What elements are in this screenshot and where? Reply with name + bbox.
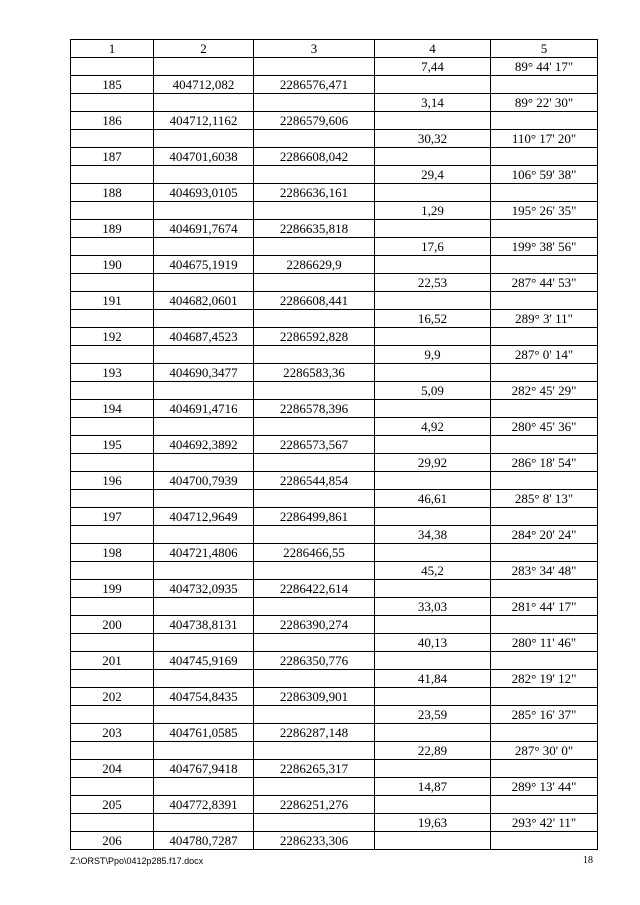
table-cell: 30,32	[375, 130, 491, 148]
table-cell	[154, 274, 254, 292]
table-cell: 192	[71, 328, 154, 346]
table-cell	[71, 418, 154, 436]
table-cell: 205	[71, 796, 154, 814]
table-cell	[375, 832, 491, 850]
table-cell	[375, 544, 491, 562]
table-cell: 2286499,861	[254, 508, 375, 526]
table-cell	[375, 796, 491, 814]
column-header: 1	[71, 40, 154, 58]
table-cell: 106° 59' 38"	[491, 166, 598, 184]
table-cell	[254, 94, 375, 112]
table-cell: 17,6	[375, 238, 491, 256]
table-cell: 46,61	[375, 490, 491, 508]
table-cell	[71, 562, 154, 580]
table-cell	[154, 58, 254, 76]
table-row	[71, 544, 598, 562]
table-cell: 404780,7287	[154, 832, 254, 850]
table-cell: 199° 38' 56"	[491, 238, 598, 256]
table-cell: 2286592,828	[254, 328, 375, 346]
table-cell: 2286466,55	[254, 544, 375, 562]
table-cell	[375, 688, 491, 706]
table-cell	[154, 202, 254, 220]
table-cell: 2286579,606	[254, 112, 375, 130]
table-cell: 7,44	[375, 58, 491, 76]
table-cell: 199	[71, 580, 154, 598]
table-cell: 287° 44' 53"	[491, 274, 598, 292]
table-cell	[71, 706, 154, 724]
table-row	[71, 148, 598, 166]
table-cell	[491, 652, 598, 670]
table-cell: 5,09	[375, 382, 491, 400]
table-row	[71, 112, 598, 130]
table-row	[71, 202, 598, 220]
table-cell: 110° 17' 20"	[491, 130, 598, 148]
table-cell	[71, 58, 154, 76]
table-cell	[71, 454, 154, 472]
table-cell: 2286578,396	[254, 400, 375, 418]
table-cell	[375, 724, 491, 742]
table-cell: 404691,4716	[154, 400, 254, 418]
table-cell	[491, 112, 598, 130]
table-cell	[491, 220, 598, 238]
table-cell: 2286573,567	[254, 436, 375, 454]
table-cell: 404687,4523	[154, 328, 254, 346]
table-cell: 22,89	[375, 742, 491, 760]
table-row	[71, 490, 598, 508]
table-cell	[154, 814, 254, 832]
column-header: 2	[154, 40, 254, 58]
coordinates-table	[70, 39, 598, 850]
table-cell	[154, 166, 254, 184]
table-cell: 404754,8435	[154, 688, 254, 706]
table-row	[71, 742, 598, 760]
header-row	[71, 40, 598, 58]
table-cell	[154, 778, 254, 796]
table-cell	[491, 472, 598, 490]
table-cell: 14,87	[375, 778, 491, 796]
table-row	[71, 472, 598, 490]
table-cell	[375, 292, 491, 310]
table-cell: 289° 3' 11"	[491, 310, 598, 328]
table-cell: 404675,1919	[154, 256, 254, 274]
table-cell	[491, 724, 598, 742]
table-cell: 41,84	[375, 670, 491, 688]
table-body	[71, 58, 598, 850]
table-row	[71, 706, 598, 724]
table-cell	[254, 382, 375, 400]
table-cell: 293° 42' 11"	[491, 814, 598, 832]
table-cell	[375, 328, 491, 346]
table-cell	[71, 814, 154, 832]
table-cell	[71, 490, 154, 508]
table-cell	[154, 418, 254, 436]
table-cell: 2286350,776	[254, 652, 375, 670]
table-cell: 2286583,36	[254, 364, 375, 382]
table-cell	[71, 634, 154, 652]
table-cell: 33,03	[375, 598, 491, 616]
table-row	[71, 184, 598, 202]
table-cell	[491, 148, 598, 166]
table-row	[71, 256, 598, 274]
table-cell: 404690,3477	[154, 364, 254, 382]
table-cell: 202	[71, 688, 154, 706]
table-cell	[254, 670, 375, 688]
table-cell	[71, 310, 154, 328]
table-row	[71, 616, 598, 634]
table-cell	[71, 598, 154, 616]
table-row	[71, 220, 598, 238]
table-cell: 1,29	[375, 202, 491, 220]
table-row	[71, 814, 598, 832]
table-cell: 189	[71, 220, 154, 238]
table-cell: 89° 44' 17"	[491, 58, 598, 76]
table-cell	[154, 310, 254, 328]
table-cell: 206	[71, 832, 154, 850]
table-row	[71, 652, 598, 670]
table-cell	[375, 508, 491, 526]
table-cell	[71, 130, 154, 148]
table-cell	[254, 634, 375, 652]
table-cell: 185	[71, 76, 154, 94]
table-cell	[154, 130, 254, 148]
table-cell: 2286608,042	[254, 148, 375, 166]
table-row	[71, 382, 598, 400]
table-cell: 282° 45' 29"	[491, 382, 598, 400]
table-cell	[491, 544, 598, 562]
table-cell	[254, 490, 375, 508]
table-row	[71, 130, 598, 148]
table-cell: 188	[71, 184, 154, 202]
table-cell	[375, 76, 491, 94]
table-cell	[254, 742, 375, 760]
table-cell	[491, 688, 598, 706]
table-cell	[154, 490, 254, 508]
table-cell	[154, 562, 254, 580]
table-cell: 286° 18' 54"	[491, 454, 598, 472]
table-cell	[375, 112, 491, 130]
table-row	[71, 760, 598, 778]
table-row	[71, 526, 598, 544]
table-row	[71, 598, 598, 616]
table-cell	[71, 94, 154, 112]
table-row	[71, 310, 598, 328]
table-cell: 404767,9418	[154, 760, 254, 778]
table-cell	[491, 76, 598, 94]
column-header: 5	[491, 40, 598, 58]
table-cell: 195° 26' 35"	[491, 202, 598, 220]
table-cell: 404682,0601	[154, 292, 254, 310]
table-cell	[375, 436, 491, 454]
table-cell	[254, 58, 375, 76]
table-cell	[254, 418, 375, 436]
table-cell	[375, 256, 491, 274]
table-cell	[71, 202, 154, 220]
table-cell	[375, 652, 491, 670]
table-cell: 19,63	[375, 814, 491, 832]
table-cell	[71, 166, 154, 184]
table-cell: 289° 13' 44"	[491, 778, 598, 796]
table-cell	[491, 508, 598, 526]
table-cell: 2286309,901	[254, 688, 375, 706]
table-cell: 34,38	[375, 526, 491, 544]
table-row	[71, 832, 598, 850]
table-cell	[254, 778, 375, 796]
table-row	[71, 400, 598, 418]
table-cell	[154, 346, 254, 364]
table-cell: 29,92	[375, 454, 491, 472]
table-cell: 404721,4806	[154, 544, 254, 562]
table-cell	[71, 742, 154, 760]
table-cell: 197	[71, 508, 154, 526]
table-cell	[71, 274, 154, 292]
table-row	[71, 778, 598, 796]
table-cell: 200	[71, 616, 154, 634]
table-cell	[254, 526, 375, 544]
table-row	[71, 94, 598, 112]
table-cell: 404712,9649	[154, 508, 254, 526]
table-cell: 404712,082	[154, 76, 254, 94]
table-cell	[375, 400, 491, 418]
table-cell: 2286629,9	[254, 256, 375, 274]
table-cell: 287° 0' 14"	[491, 346, 598, 364]
table-cell	[491, 328, 598, 346]
table-cell	[375, 184, 491, 202]
table-cell: 404700,7939	[154, 472, 254, 490]
column-header: 3	[254, 40, 375, 58]
table-cell: 285° 16' 37"	[491, 706, 598, 724]
table-cell	[491, 292, 598, 310]
table-cell	[254, 562, 375, 580]
table-cell	[491, 256, 598, 274]
table-cell	[491, 832, 598, 850]
table-row	[71, 166, 598, 184]
table-row	[71, 328, 598, 346]
table-cell: 2286390,274	[254, 616, 375, 634]
table-cell: 287° 30' 0"	[491, 742, 598, 760]
table-cell: 40,13	[375, 634, 491, 652]
table-cell: 45,2	[375, 562, 491, 580]
page-number: 18	[583, 855, 593, 866]
table-cell: 203	[71, 724, 154, 742]
table-cell: 404772,8391	[154, 796, 254, 814]
table-cell	[71, 346, 154, 364]
table-row	[71, 454, 598, 472]
table-cell: 2286287,148	[254, 724, 375, 742]
table-cell: 280° 11' 46"	[491, 634, 598, 652]
table-row	[71, 508, 598, 526]
table-cell: 404745,9169	[154, 652, 254, 670]
table-cell	[154, 238, 254, 256]
table-cell	[491, 616, 598, 634]
table-cell	[375, 580, 491, 598]
table-row	[71, 274, 598, 292]
footer-file-path: Z:\ORST\Ppo\0412p285.f17.docx	[70, 856, 204, 866]
table-cell	[375, 220, 491, 238]
table-cell: 196	[71, 472, 154, 490]
table-cell	[154, 454, 254, 472]
column-header: 4	[375, 40, 491, 58]
table-cell	[71, 238, 154, 256]
table-cell: 283° 34' 48"	[491, 562, 598, 580]
table-row	[71, 796, 598, 814]
table-row	[71, 346, 598, 364]
table-cell: 23,59	[375, 706, 491, 724]
table-cell	[71, 526, 154, 544]
table-cell: 281° 44' 17"	[491, 598, 598, 616]
table-cell	[254, 166, 375, 184]
table-row	[71, 688, 598, 706]
table-cell	[491, 436, 598, 454]
table-cell	[375, 364, 491, 382]
table-cell: 2286576,471	[254, 76, 375, 94]
table-cell: 2286636,161	[254, 184, 375, 202]
table-cell: 190	[71, 256, 154, 274]
table-cell	[254, 706, 375, 724]
table-cell: 204	[71, 760, 154, 778]
table-cell: 3,14	[375, 94, 491, 112]
table-cell: 404732,0935	[154, 580, 254, 598]
table-cell	[71, 778, 154, 796]
table-cell	[154, 670, 254, 688]
table-cell: 285° 8' 13"	[491, 490, 598, 508]
table-cell: 284° 20' 24"	[491, 526, 598, 544]
table-row	[71, 562, 598, 580]
table-cell	[254, 130, 375, 148]
table-row	[71, 58, 598, 76]
table-row	[71, 76, 598, 94]
table-cell	[491, 796, 598, 814]
table-cell: 198	[71, 544, 154, 562]
table-cell	[491, 400, 598, 418]
table-cell	[71, 382, 154, 400]
table-cell: 186	[71, 112, 154, 130]
table-cell: 22,53	[375, 274, 491, 292]
table-cell: 4,92	[375, 418, 491, 436]
table-cell: 9,9	[375, 346, 491, 364]
table-cell: 193	[71, 364, 154, 382]
table-cell	[491, 580, 598, 598]
table-cell: 404701,6038	[154, 148, 254, 166]
table-row	[71, 724, 598, 742]
table-cell: 194	[71, 400, 154, 418]
table-cell: 195	[71, 436, 154, 454]
table-cell	[375, 760, 491, 778]
table-cell: 404738,8131	[154, 616, 254, 634]
table-cell	[154, 526, 254, 544]
table-cell	[254, 274, 375, 292]
table-cell	[154, 598, 254, 616]
table-cell: 89° 22' 30"	[491, 94, 598, 112]
table-cell	[154, 706, 254, 724]
table-cell	[375, 472, 491, 490]
table-cell: 201	[71, 652, 154, 670]
table-cell: 280° 45' 36"	[491, 418, 598, 436]
table-cell	[154, 382, 254, 400]
table-cell: 404692,3892	[154, 436, 254, 454]
table-cell: 2286422,614	[254, 580, 375, 598]
table-cell	[491, 364, 598, 382]
table-cell: 2286233,306	[254, 832, 375, 850]
table-cell: 2286251,276	[254, 796, 375, 814]
table-cell: 2286608,441	[254, 292, 375, 310]
table-row	[71, 418, 598, 436]
table-cell: 2286544,854	[254, 472, 375, 490]
table-row	[71, 580, 598, 598]
table-cell: 282° 19' 12"	[491, 670, 598, 688]
table-cell: 404712,1162	[154, 112, 254, 130]
table-cell: 187	[71, 148, 154, 166]
table-cell: 191	[71, 292, 154, 310]
table-cell	[491, 760, 598, 778]
table-cell	[254, 814, 375, 832]
table-cell	[254, 310, 375, 328]
table-cell: 16,52	[375, 310, 491, 328]
table-row	[71, 292, 598, 310]
table-cell	[154, 742, 254, 760]
table-cell	[254, 238, 375, 256]
table-cell	[375, 148, 491, 166]
table-cell	[71, 670, 154, 688]
table-row	[71, 364, 598, 382]
table-cell	[154, 634, 254, 652]
table-cell: 404761,0585	[154, 724, 254, 742]
table-cell: 2286635,818	[254, 220, 375, 238]
table-cell	[491, 184, 598, 202]
table-cell: 404693,0105	[154, 184, 254, 202]
table-cell: 2286265,317	[254, 760, 375, 778]
table-row	[71, 238, 598, 256]
table-row	[71, 670, 598, 688]
table-cell	[254, 202, 375, 220]
table-cell	[254, 346, 375, 364]
table-row	[71, 436, 598, 454]
table-cell	[254, 598, 375, 616]
table-row	[71, 634, 598, 652]
table-cell	[375, 616, 491, 634]
table-cell	[254, 454, 375, 472]
table-cell: 29,4	[375, 166, 491, 184]
table-cell	[154, 94, 254, 112]
table-cell: 404691,7674	[154, 220, 254, 238]
